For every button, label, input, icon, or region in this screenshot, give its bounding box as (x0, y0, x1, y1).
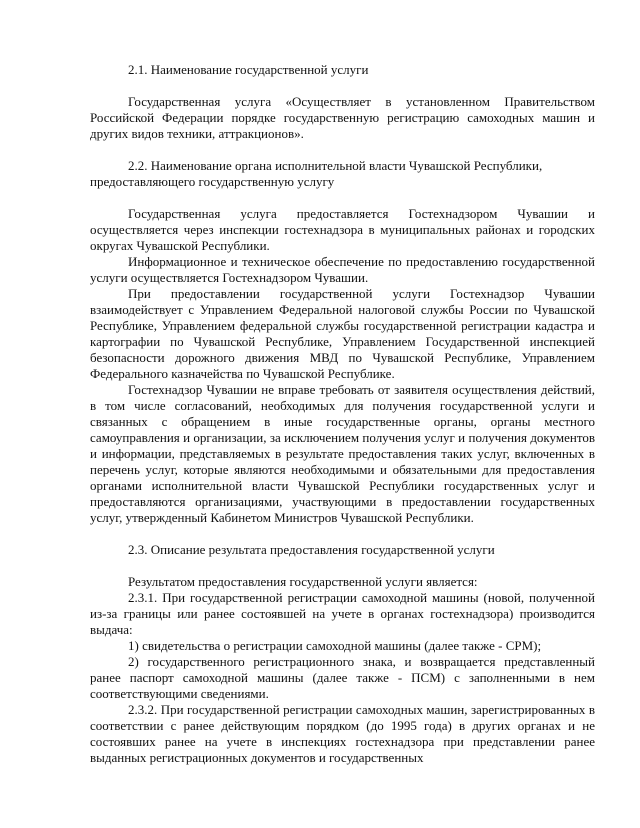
paragraph: 2) государственного регистрационного знака, и возвращается представленный ранее паспорт самоходной машины (далее также - ПСМ) с заполненными в нем соответствующими сведениями. (90, 654, 595, 701)
paragraph: 2.3.1. При государственной регистрации самоходной машины (новой, полученной из-за границы или ранее состоявшей на учете в органах гостехнадзора) производится выдача: (90, 590, 595, 637)
paragraph: Гостехнадзор Чувашии не вправе требовать от заявителя осуществления действий, в том числе согласований, необходимых для получения государственной услуги и связанных с обращением в иные государственные органы, органы местного самоуправления и организации, за исключением получения услуг и получения документов и информации, представляемых в результате предоставления таких услуг, включенных в перечень услуг, которые являются необходимыми и обязательными для предоставления органами исполнительной власти Чувашской Республики государственных услуг и предоставляются организациями, участвующими в предоставлении государственных услуг, утвержденный Кабинетом Министров Чувашской Республики. (90, 382, 595, 525)
section-2-1-heading: 2.1. Наименование государственной услуги (128, 62, 369, 77)
paragraph: При предоставлении государственной услуги Гостехнадзор Чувашии взаимодействует с Управлением Федеральной налоговой службы России по Чувашской Республике, Управлением федеральной службы государственной регистрации кадастра и картографии по Чувашской Республике, Управлением Государственной инспекцией безопасности дорожного движения МВД по Чувашской Республике, Управлением Федерального казначейства по Чувашской Республике. (90, 286, 595, 381)
paragraph: 1) свидетельства о регистрации самоходной машины (далее также - СРМ); (128, 638, 542, 653)
paragraph: Результатом предоставления государственной услуги является: (128, 574, 478, 589)
section-2-3-body (90, 574, 595, 766)
paragraph: Информационное и техническое обеспечение по предоставлению государственной услуги осуществляется Гостехнадзором Чувашии. (90, 254, 595, 285)
paragraph: Государственная услуга «Осуществляет в установленном Правительством Российской Федерации порядке государственную регистрацию самоходных машин и других видов техники, аттракционов». (90, 94, 595, 141)
section-2-1-body (90, 94, 595, 142)
section-2-3-heading: 2.3. Описание результата предоставления государственной услуги (128, 542, 495, 557)
paragraph: 2.3.2. При государственной регистрации самоходных машин, зарегистрированных в соответствии с ранее действующим порядком (до 1995 года) в других органах и не состоявших ранее на учете в инспекциях гостехнадзора при представлении ранее выданных регистрационных документов и государственных (90, 702, 595, 765)
section-2-2-body (90, 206, 595, 526)
section-2-2-heading: 2.2. Наименование органа исполнительной власти Чувашской Республики, предоставляющего государственную услугу (90, 158, 543, 189)
paragraph: Государственная услуга предоставляется Гостехнадзором Чувашии и осуществляется через инспекции гостехнадзора в муниципальных районах и городских округах Чувашской Республики. (90, 206, 595, 253)
